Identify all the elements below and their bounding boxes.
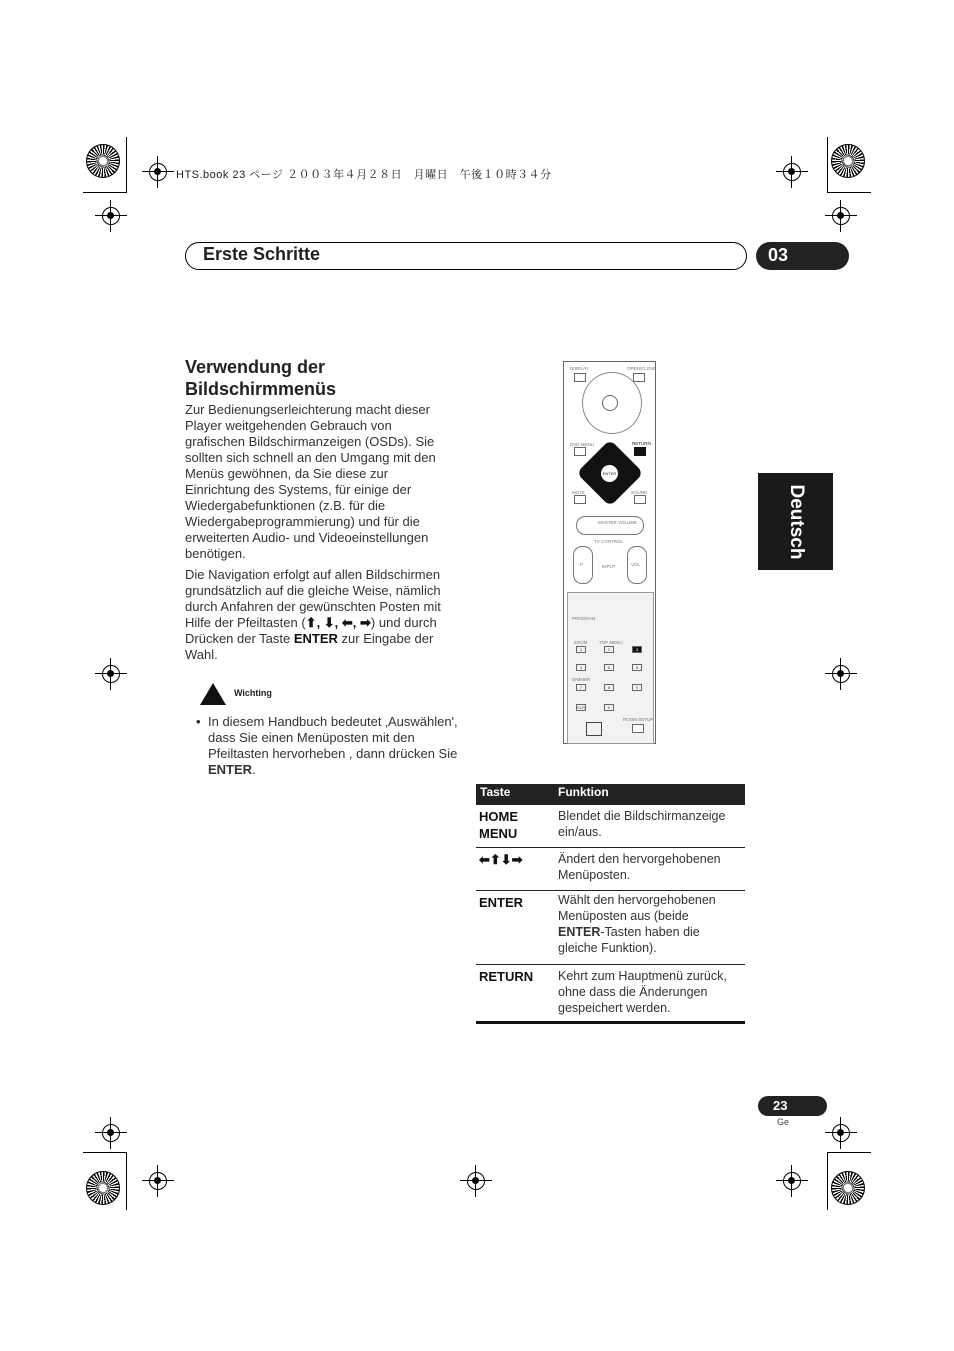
registration-mark-icon	[783, 163, 801, 181]
registration-mark-icon	[102, 207, 120, 225]
registration-mark-icon	[783, 1172, 801, 1190]
room-setup-button	[632, 724, 644, 733]
star-target-icon	[86, 1171, 120, 1205]
star-target-icon	[831, 144, 865, 178]
star-target-icon	[831, 1171, 865, 1205]
table-header-function: Funktion	[558, 785, 609, 799]
registration-mark-icon	[832, 207, 850, 225]
chapter-number: 03	[756, 242, 849, 270]
registration-mark-icon	[149, 163, 167, 181]
remote-control-illustration: DISPLAY OPEN/CLOSE DVD MENU RETURN ENTER MUTE SOUND MASTER VOLUME TV CONTROL P INPUT VOL PROGRAM ZOOM TOP MENU 1 2 3 4 5 6 DIMMER 7 8 9 0 CLR ROOM SETUP	[563, 361, 656, 744]
table-header	[476, 784, 745, 805]
bullet: •	[196, 714, 201, 729]
warning-icon	[200, 683, 226, 705]
star-target-icon	[86, 144, 120, 178]
chapter-title: Erste Schritte	[203, 244, 321, 264]
note-text: In diesem Handbuch bedeutet ‚Auswählen', dass Sie einen Menüposten mit den Pfeiltasten hervorheben , dann drücken Sie ENTER.	[208, 714, 458, 777]
page-number: 23	[758, 1096, 827, 1116]
registration-mark-icon	[832, 1124, 850, 1142]
language-label: Deutsch	[785, 484, 807, 559]
play-icon	[602, 395, 618, 411]
table-header-key: Taste	[480, 785, 511, 799]
registration-mark-icon	[467, 1172, 485, 1190]
section-title: Verwendung der Bildschirmmenüs	[185, 357, 337, 399]
registration-mark-icon	[832, 665, 850, 683]
table-row: HOME MENU Blendet die Bildschirmanzeige ein/aus.	[476, 805, 745, 848]
table-row: ⬅⬆⬇➡ Ändert den hervorgehobenen Menüposten.	[476, 848, 745, 891]
language-side-tab	[758, 473, 833, 570]
open-close-button	[633, 373, 645, 382]
paragraph-intro: Zur Bedienungserleichterung macht dieser Player weitgehenden Gebrauch von grafischen Bildschirmanzeigen (OSDs). Sie sollten sich schnell an den Umgang mit den Menüs gewöhnen, da Sie diese zur Einrichtung des Systems, für einige der Wiedergabefunktionen (z.B. für die Wiedergabeprogrammierung) und für die erweiterten Audio- und Videoeinstellungen benötigen.	[185, 402, 436, 561]
dvd-menu-button	[574, 447, 586, 456]
registration-mark-icon	[102, 1124, 120, 1142]
master-volume-rocker	[576, 516, 644, 535]
table-row: ENTER Wählt den hervorgehobenen Menüposten aus (beide ENTER-Tasten haben die gleiche Funktion).	[476, 891, 745, 965]
display-button	[574, 373, 586, 382]
enter-button: ENTER	[601, 465, 618, 482]
table-row: RETURN Kehrt zum Hauptmenü zurück, ohne dass die Änderungen gespeichert werden.	[479, 969, 727, 1015]
table-end-rule	[476, 1021, 745, 1024]
print-header: HTS.book 23 ページ ２００３年４月２８日 月曜日 午後１０時３４分	[176, 169, 552, 181]
note-label: Wichting	[234, 688, 272, 698]
registration-mark-icon	[149, 1172, 167, 1190]
mode-switch	[586, 722, 602, 736]
arrow-keys-icon: ⬆, ⬇, ⬅, ➡	[305, 615, 371, 630]
mute-button	[574, 495, 586, 504]
registration-mark-icon	[102, 665, 120, 683]
return-button	[634, 447, 646, 456]
arrow-keys-icon: ⬅⬆⬇➡	[479, 852, 523, 867]
sound-button	[634, 495, 646, 504]
paragraph-navigation: Die Navigation erfolgt auf allen Bildschirmen grundsätzlich auf die gleiche Weise, nämlich durch Anfahren der gewünschten Posten mit Hilfe der Pfeiltasten (⬆, ⬇, ⬅, ➡) und durch Drücken der Taste ENTER zur Eingabe der Wahl.	[185, 567, 441, 662]
page-language-code: Ge	[777, 1117, 790, 1127]
